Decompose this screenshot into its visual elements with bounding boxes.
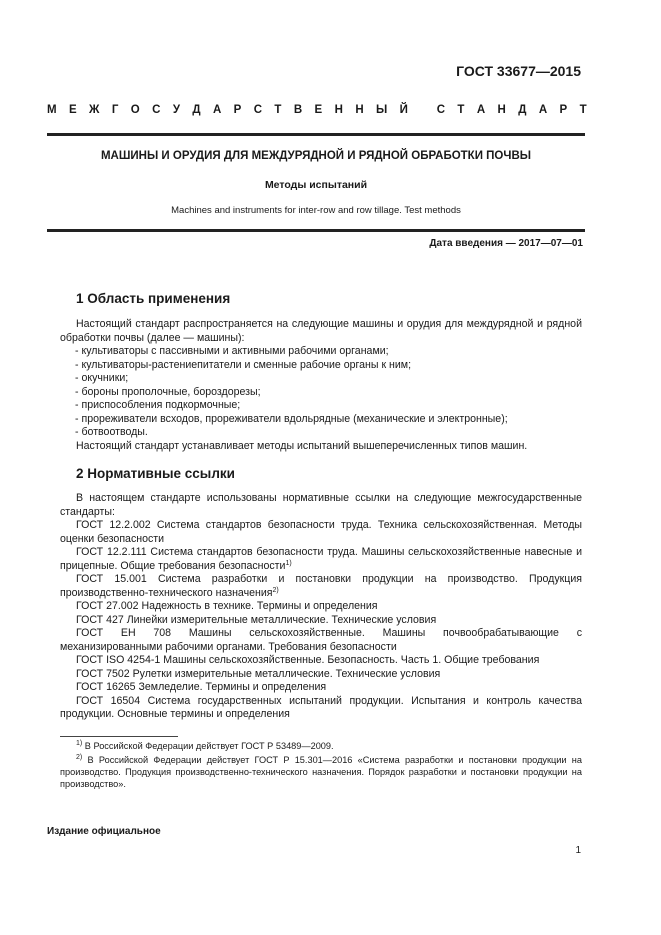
footnotes — [60, 740, 582, 792]
english-title: Machines and instruments for inter-row and row tillage. Test methods — [171, 205, 461, 216]
interstate-standard-banner — [47, 104, 587, 116]
section-2-heading: 2 Нормативные ссылки — [76, 466, 235, 481]
scope-list-item: - прореживатели всходов, прореживатели вдольрядные (механические и электронные); — [75, 412, 508, 425]
scope-list-item: - приспособления подкормочные; — [75, 399, 241, 411]
banner-letter: Т — [457, 104, 465, 116]
reference-text: ГОСТ 7502 Рулетки измерительные металлические. Технические условия — [76, 667, 441, 680]
footnote — [60, 754, 582, 790]
section-1-heading: 1 Область применения — [76, 291, 231, 306]
scope-list-item: - культиваторы-растениепитатели и сменные рабочие органы к ним; — [75, 358, 412, 371]
banner-letter: С — [436, 104, 446, 116]
banner-letter: Н — [355, 104, 364, 116]
document-number: ГОСТ 33677—2015 — [456, 63, 581, 79]
reference-item — [60, 654, 582, 668]
footnote-text: В Российской Федерации действует ГОСТ Р 53489—2009. — [84, 741, 334, 751]
banner-letter: М — [47, 104, 57, 116]
banner-letter: Г — [111, 104, 119, 116]
banner-letter: Т — [579, 104, 587, 116]
footnote-text: В Российской Федерации действует ГОСТ Р 15.301—2016 «Система разработки и постановки продукции на производство. Продукция производственно-технического назначения. Порядок разработки и постановки продукции на производство». — [60, 755, 582, 789]
reference-text: ГОСТ ЕН 708 Машины сельскохозяйственные. Машины почвообрабатывающие с механизированными рабочими органами. Требования безопасности — [60, 627, 582, 653]
banner-letter: Ы — [376, 104, 388, 116]
section-2-intro: В настоящем стандарте использованы нормативные ссылки на следующие межгосударственные стандарты: — [60, 492, 582, 518]
banner-letter: Р — [233, 104, 242, 116]
introduction-date: Дата введения — 2017—07—01 — [429, 238, 583, 249]
banner-letter: Т — [274, 104, 282, 116]
reference-text: ГОСТ 15.001 Система разработки и постановки продукции на производство. Продукция производственно-технического назначения — [60, 573, 582, 599]
reference-text: ГОСТ 27.002 Надежность в технике. Термины и определения — [76, 600, 378, 612]
reference-item — [60, 681, 582, 695]
bottom-rule — [47, 229, 585, 232]
banner-letter: Д — [192, 104, 201, 116]
banner-letter: Н — [497, 104, 506, 116]
reference-item — [60, 614, 582, 628]
banner-letter: Е — [68, 104, 77, 116]
scope-list-item: - бороны прополочные, бороздорезы; — [75, 385, 261, 398]
banner-letter: Д — [518, 104, 527, 116]
banner-letter: В — [293, 104, 303, 116]
banner-letter: А — [212, 104, 222, 116]
banner-letter: Й — [399, 104, 408, 116]
reference-item — [60, 695, 582, 722]
scope-list-item: - окучники; — [75, 372, 129, 384]
banner-letter: А — [476, 104, 486, 116]
reference-item — [60, 546, 582, 573]
section-1-body — [60, 318, 582, 453]
reference-text: ГОСТ ISO 4254-1 Машины сельскохозяйственные. Безопасность. Часть 1. Общие требования — [76, 654, 540, 666]
footnote-separator — [60, 736, 178, 737]
banner-letter: Ж — [89, 104, 100, 116]
normative-references-list — [60, 519, 582, 722]
reference-text: ГОСТ 427 Линейки измерительные металлические. Технические условия — [76, 613, 437, 626]
banner-letter: Н — [334, 104, 343, 116]
reference-item — [60, 627, 582, 654]
reference-text: ГОСТ 16265 Земледелие. Термины и определения — [76, 681, 327, 693]
section-1-closing: Настоящий стандарт устанавливает методы испытаний вышеперечисленных типов машин. — [76, 439, 528, 452]
banner-letter: Е — [314, 104, 323, 116]
reference-item — [60, 600, 582, 614]
scope-list — [60, 345, 582, 440]
banner-letter: С — [152, 104, 161, 116]
section-2-body — [60, 492, 582, 722]
banner-letter: У — [172, 104, 180, 116]
document-subtitle: Методы испытаний — [264, 179, 368, 191]
official-edition-label: Издание официальное — [47, 826, 161, 837]
reference-text: ГОСТ 12.2.111 Система стандартов безопасности труда. Машины сельскохозяйственные навесные и прицепные. Общие требования безопасности — [60, 546, 582, 572]
footnote-mark: 1) — [76, 740, 83, 747]
banner-letter: А — [538, 104, 548, 116]
reference-item — [60, 668, 582, 682]
scope-list-item: - ботвоотводы. — [75, 426, 148, 438]
banner-letter: О — [130, 104, 140, 116]
footnote-marker: 2) — [272, 586, 279, 594]
footnote — [60, 740, 582, 752]
reference-text: ГОСТ 12.2.002 Система стандартов безопасности труда. Техника сельскохозяйственная. Методы оценки безопасности — [60, 519, 582, 545]
banner-letter — [420, 104, 424, 116]
footnote-marker: 1) — [285, 559, 292, 567]
document-title: МАШИНЫ И ОРУДИЯ ДЛЯ МЕЖДУРЯДНОЙ И РЯДНОЙ ОБРАБОТКИ ПОЧВЫ — [100, 150, 532, 162]
banner-letter: Р — [559, 104, 568, 116]
reference-item — [60, 573, 582, 600]
scope-list-item: - культиваторы с пассивными и активными рабочими органами; — [75, 345, 389, 357]
banner-letter: С — [253, 104, 263, 116]
section-1-intro: Настоящий стандарт распространяется на следующие машины и орудия для междурядной и рядной обработки почвы (далее — машины): — [60, 318, 582, 344]
footnote-mark: 2) — [76, 754, 83, 761]
page-number: 1 — [575, 845, 581, 856]
reference-text: ГОСТ 16504 Система государственных испытаний продукции. Испытания и контроль качества продукции. Основные термины и определения — [60, 694, 582, 720]
top-rule — [47, 133, 585, 136]
reference-item — [60, 519, 582, 546]
